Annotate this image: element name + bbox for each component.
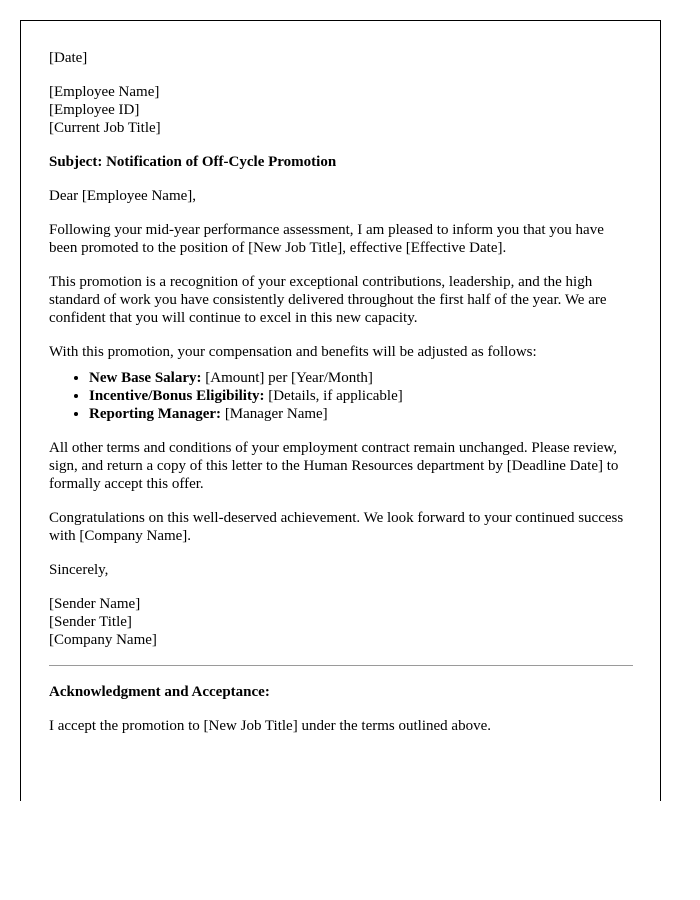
letter-salutation: Dear [Employee Name],	[49, 188, 197, 204]
detail-item-base-salary	[89, 369, 633, 387]
sender-block	[49, 595, 633, 649]
sender-company: [Company Name]	[49, 632, 157, 648]
section-divider	[49, 665, 633, 666]
recipient-name: [Employee Name]	[49, 84, 160, 100]
letter-content	[49, 49, 633, 751]
acknowledgment-heading: Acknowledgment and Acceptance:	[49, 684, 270, 700]
paragraph-congratulations: Congratulations on this well-deserved achievement. We look forward to your continued success with [Company Name].	[49, 510, 624, 544]
detail-value: [Details, if applicable]	[264, 388, 403, 404]
letter-subject: Subject: Notification of Off-Cycle Promotion	[49, 154, 337, 170]
detail-value: [Manager Name]	[221, 406, 328, 422]
recipient-block	[49, 83, 633, 137]
detail-item-reporting-manager	[89, 405, 633, 423]
detail-value: [Amount] per [Year/Month]	[201, 370, 373, 386]
detail-label: New Base Salary:	[89, 370, 202, 386]
detail-label: Incentive/Bonus Eligibility:	[89, 388, 265, 404]
detail-label: Reporting Manager:	[89, 406, 222, 422]
sender-name: [Sender Name]	[49, 596, 141, 612]
paragraph-recognition: This promotion is a recognition of your exceptional contributions, leadership, and the high standard of work you have consistently delivered throughout the first half of the year. We are confident that you will continue to excel in this new capacity.	[49, 274, 607, 326]
paragraph-compensation-intro: With this promotion, your compensation and benefits will be adjusted as follows:	[49, 344, 537, 360]
paragraph-terms: All other terms and conditions of your employment contract remain unchanged. Please review, sign, and return a copy of this letter to the Human Resources department by [Deadline Date] to formally accept this offer.	[49, 440, 619, 492]
recipient-id: [Employee ID]	[49, 102, 140, 118]
compensation-details-list	[49, 369, 633, 423]
paragraph-promotion-notice: Following your mid-year performance assessment, I am pleased to inform you that you have been promoted to the position of [New Job Title], effective [Effective Date].	[49, 222, 604, 256]
recipient-current-title: [Current Job Title]	[49, 120, 161, 136]
detail-item-bonus-eligibility	[89, 387, 633, 405]
letter-closing: Sincerely,	[49, 562, 109, 578]
letter-page	[20, 20, 661, 801]
acknowledgment-statement: I accept the promotion to [New Job Title] under the terms outlined above.	[49, 718, 491, 734]
sender-title: [Sender Title]	[49, 614, 132, 630]
letter-date: [Date]	[49, 50, 88, 66]
